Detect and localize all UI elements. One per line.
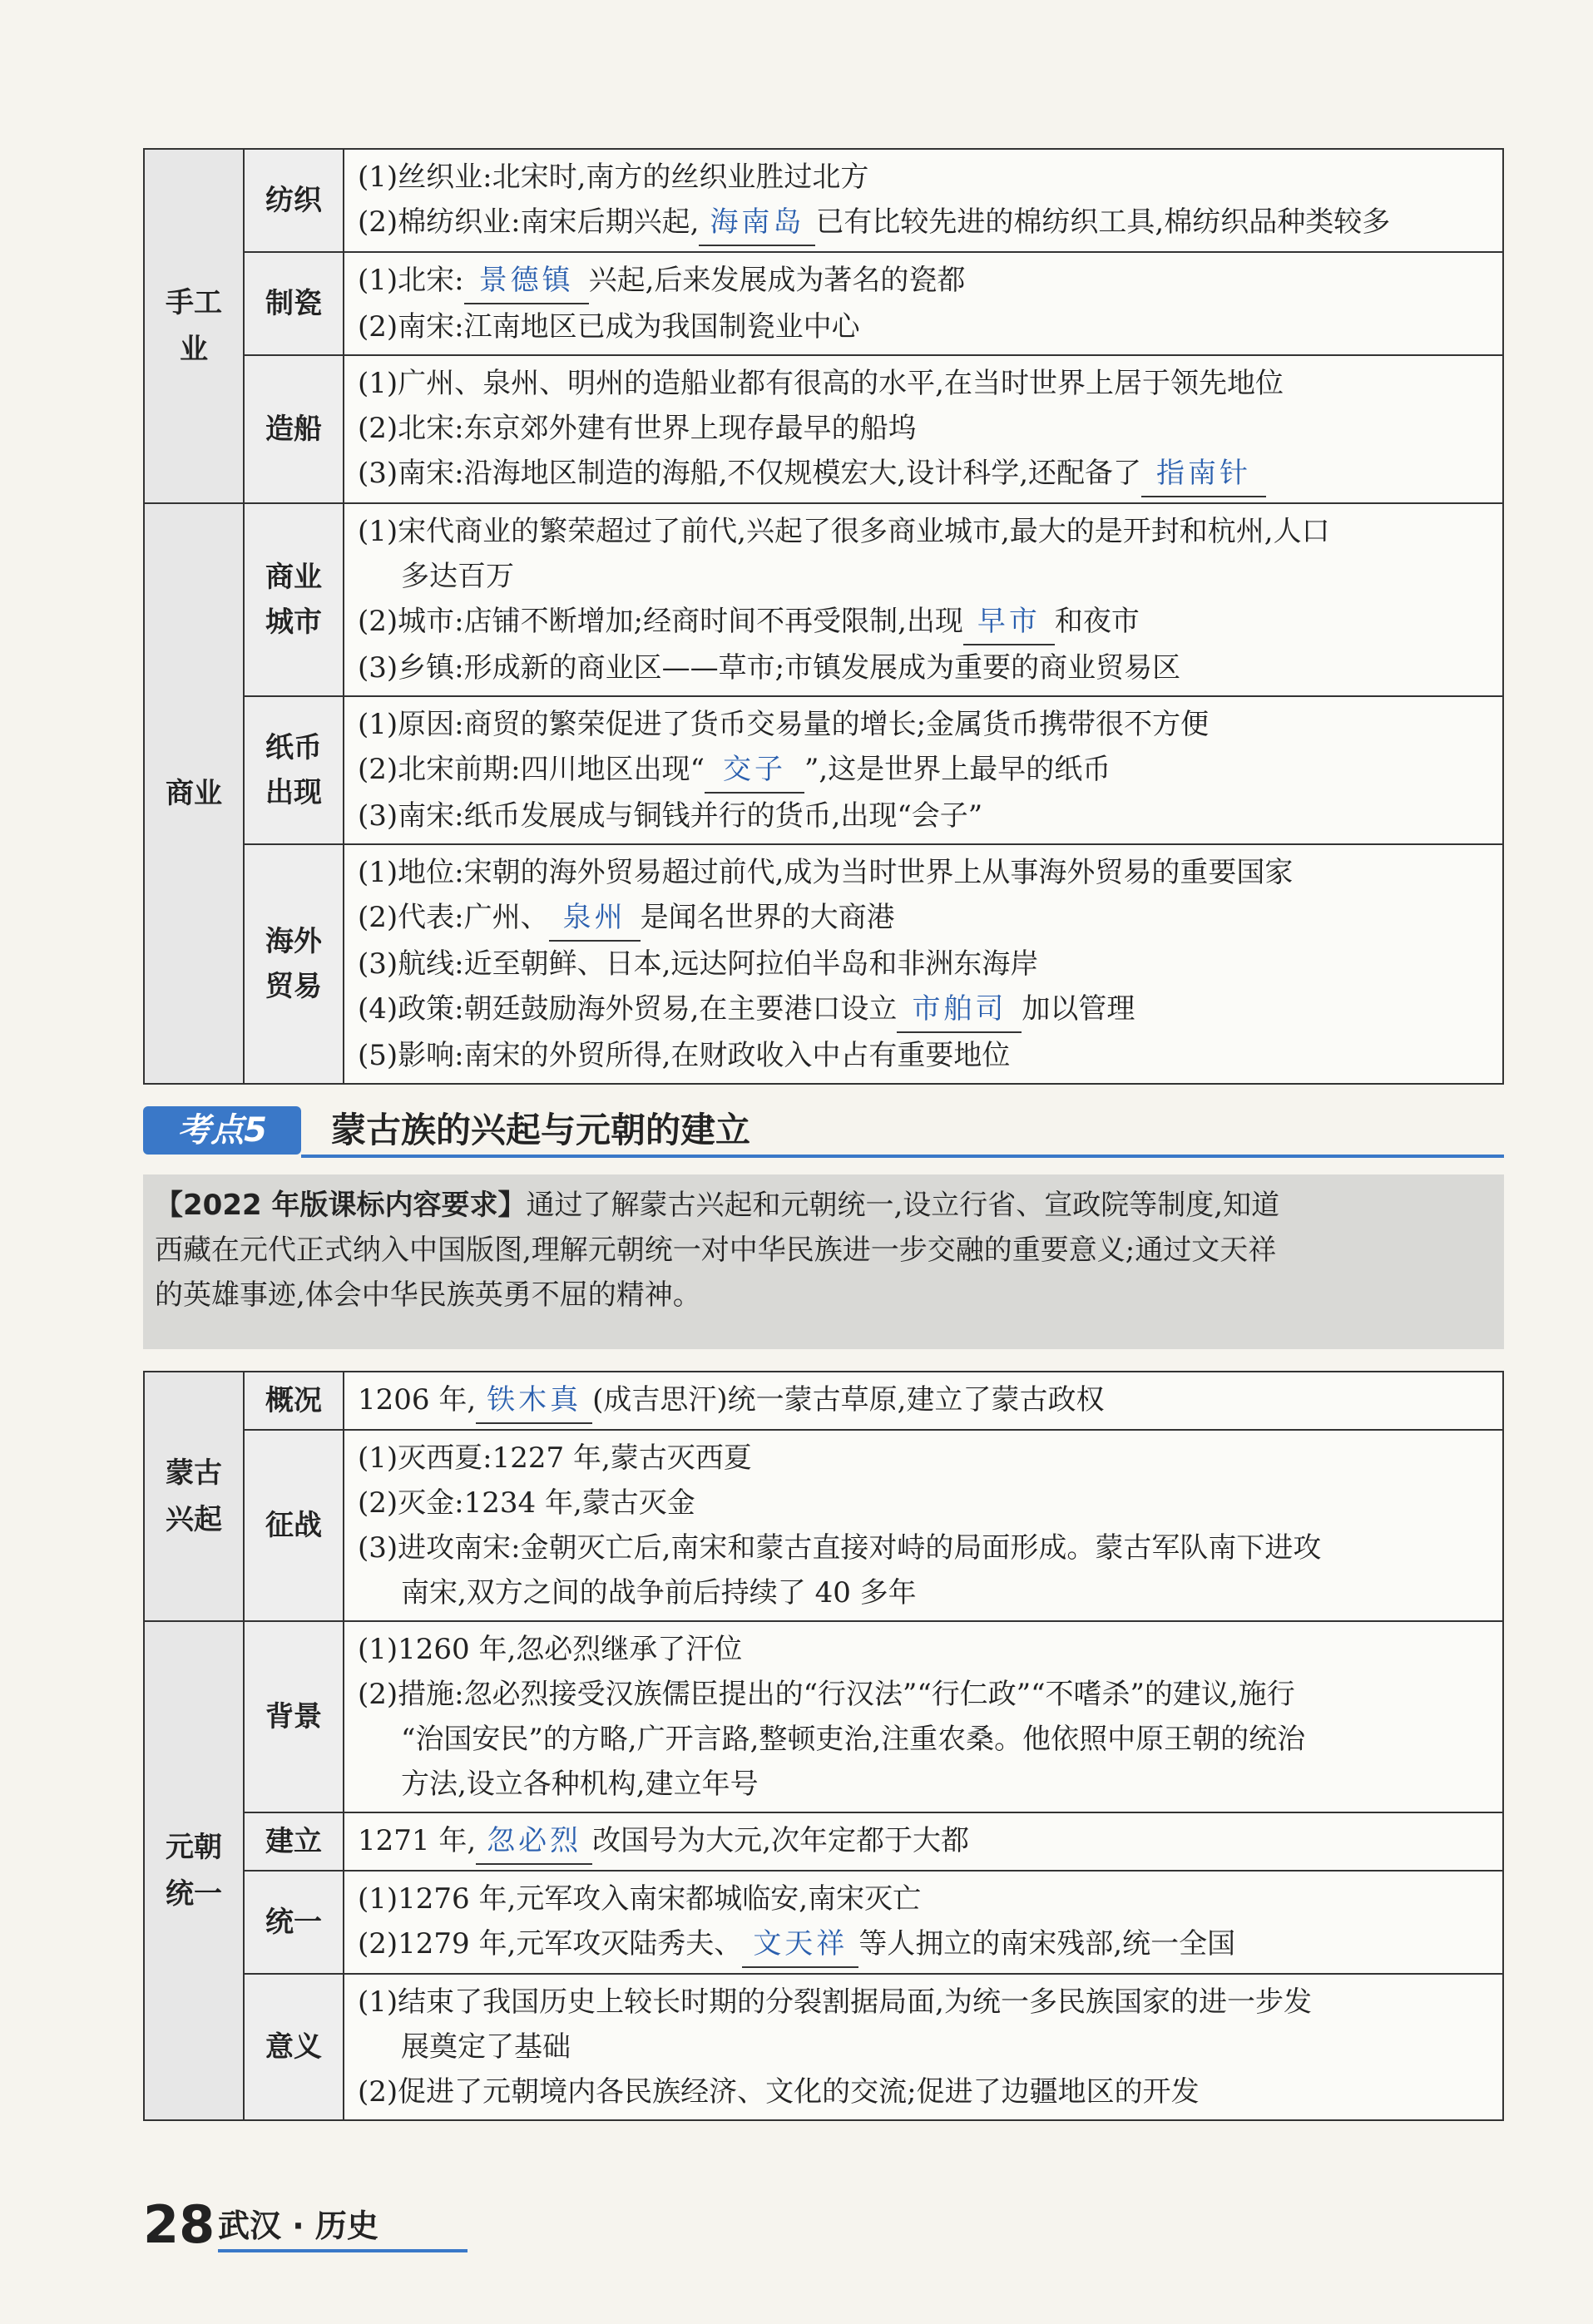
table-row — [144, 1812, 1503, 1871]
content-textile: (1)丝织业:北宋时,南方的丝织业胜过北方 (2)棉纺织业:南宋后期兴起, 海南岛 已有比较先进的棉纺织工具,棉纺织品种类较多 — [344, 149, 1503, 252]
content-paper-money: (1)原因:商贸的繁荣促进了货币交易量的增长;金属货币携带很不方便 (2)北宋前期:四川地区出现“ 交子 ”,这是世界上最早的纸币 (3)南宋:纸币发展成与铜钱并行的货币,出现“会子” — [344, 696, 1503, 844]
sub-paper-money: 纸币出现 — [244, 696, 344, 844]
page-number: 28 — [143, 2194, 215, 2255]
table-row — [144, 1974, 1503, 2120]
song-economy-table — [143, 148, 1504, 1085]
answer-blank: 文天祥 — [742, 1921, 858, 1968]
answer-blank: 铁木真 — [476, 1377, 592, 1424]
content-porcelain: (1)北宋: 景德镇 兴起,后来发展成为著名的瓷都 (2)南宋:江南地区已成为我国制瓷业中心 — [344, 252, 1503, 355]
sub-background: 背景 — [244, 1621, 344, 1812]
sub-overview: 概况 — [244, 1372, 344, 1430]
answer-blank: 交子 — [705, 747, 804, 794]
answer-blank: 景德镇 — [464, 258, 589, 304]
table-row — [144, 503, 1503, 696]
sub-overseas-trade: 海外贸易 — [244, 844, 344, 1084]
table-row — [144, 1621, 1503, 1812]
content-unification: (1)1276 年,元军攻入南宋都城临安,南宋灭亡 (2)1279 年,元军攻灭陆秀夫、 文天祥 等人拥立的南宋残部,统一全国 — [344, 1871, 1503, 1974]
table-row — [144, 1871, 1503, 1974]
section-badge: 考点5 — [143, 1106, 301, 1155]
category-handicraft: 手工业 — [144, 149, 244, 503]
content-overseas-trade: (1)地位:宋朝的海外贸易超过前代,成为当时世界上从事海外贸易的重要国家 (2)代表:广州、 泉州 是闻名世界的大商港 (3)航线:近至朝鲜、日本,远达阿拉伯半岛和非洲东海岸 (4)政策:朝廷鼓励海外贸易,在主要港口设立 市舶司 加以管理 (5)影响:南宋的外贸所得,在财政收入中占有重要地位 — [344, 844, 1503, 1084]
footer-label: 武汉 · 历史 — [218, 2208, 378, 2244]
sub-cities: 商业城市 — [244, 503, 344, 696]
sub-unification: 统一 — [244, 1871, 344, 1974]
table-row — [144, 149, 1503, 252]
content-shipbuilding: (1)广州、泉州、明州的造船业都有很高的水平,在当时世界上居于领先地位 (2)北宋:东京郊外建有世界上现存最早的船坞 (3)南宋:沿海地区制造的海船,不仅规模宏大,设计科学,还配备了 指南针 — [344, 355, 1503, 503]
sub-conquest: 征战 — [244, 1430, 344, 1621]
table-row — [144, 252, 1503, 355]
category-yuan-unify: 元朝统一 — [144, 1621, 244, 2120]
sub-significance: 意义 — [244, 1974, 344, 2120]
content-background: (1)1260 年,忽必烈继承了汗位 (2)措施:忽必烈接受汉族儒臣提出的“行汉法”“行仁政”“不嗜杀”的建议,施行 “治国安民”的方略,广开言路,整顿吏治,注重农桑。他依照中原王朝的统治 方法,设立各种机构,建立年号 — [344, 1621, 1503, 1812]
answer-blank: 泉州 — [549, 895, 641, 942]
table-row — [144, 355, 1503, 503]
section-header — [143, 1106, 1504, 1158]
table-row — [144, 844, 1503, 1084]
sub-textile: 纺织 — [244, 149, 344, 252]
category-mongol-rise: 蒙古兴起 — [144, 1372, 244, 1621]
answer-blank: 指南针 — [1141, 451, 1266, 497]
curriculum-requirement: 【2022 年版课标内容要求】通过了解蒙古兴起和元朝统一,设立行省、宣政院等制度,知道 西藏在元代正式纳入中国版图,理解元朝统一对中华民族进一步交融的重要意义;通过文天祥 的英雄事迹,体会中华民族英勇不屈的精神。 — [143, 1174, 1504, 1349]
footer-underline — [218, 2249, 468, 2252]
category-commerce: 商业 — [144, 503, 244, 1084]
answer-blank: 忽必烈 — [476, 1818, 592, 1865]
table-row — [144, 696, 1503, 844]
content-significance: (1)结束了我国历史上较长时期的分裂割据局面,为统一多民族国家的进一步发 展奠定了基础 (2)促进了元朝境内各民族经济、文化的交流;促进了边疆地区的开发 — [344, 1974, 1503, 2120]
content-conquest: (1)灭西夏:1227 年,蒙古灭西夏 (2)灭金:1234 年,蒙古灭金 (3)进攻南宋:金朝灭亡后,南宋和蒙古直接对峙的局面形成。蒙古军队南下进攻 南宋,双方之间的战争前后持续了 40 多年 — [344, 1430, 1503, 1621]
sub-shipbuilding: 造船 — [244, 355, 344, 503]
section-underline — [301, 1155, 1504, 1158]
sub-porcelain: 制瓷 — [244, 252, 344, 355]
answer-blank: 市舶司 — [897, 986, 1022, 1033]
content-cities: (1)宋代商业的繁荣超过了前代,兴起了很多商业城市,最大的是开封和杭州,人口 多达百万 (2)城市:店铺不断增加;经商时间不再受限制,出现 早市 和夜市 (3)乡镇:形成新的商业区——草市;市镇发展成为重要的商业贸易区 — [344, 503, 1503, 696]
content-establish: 1271 年, 忽必烈 改国号为大元,次年定都于大都 — [344, 1812, 1503, 1871]
yuan-table — [143, 1371, 1504, 2121]
table-row — [144, 1430, 1503, 1621]
sub-establish: 建立 — [244, 1812, 344, 1871]
answer-blank: 早市 — [963, 599, 1055, 645]
content-overview: 1206 年, 铁木真 (成吉思汗)统一蒙古草原,建立了蒙古政权 — [344, 1372, 1503, 1430]
section-title: 蒙古族的兴起与元朝的建立 — [331, 1110, 751, 1150]
answer-blank: 海南岛 — [699, 200, 815, 246]
requirement-tag: 【2022 年版课标内容要求】 — [155, 1189, 527, 1222]
table-row — [144, 1372, 1503, 1430]
